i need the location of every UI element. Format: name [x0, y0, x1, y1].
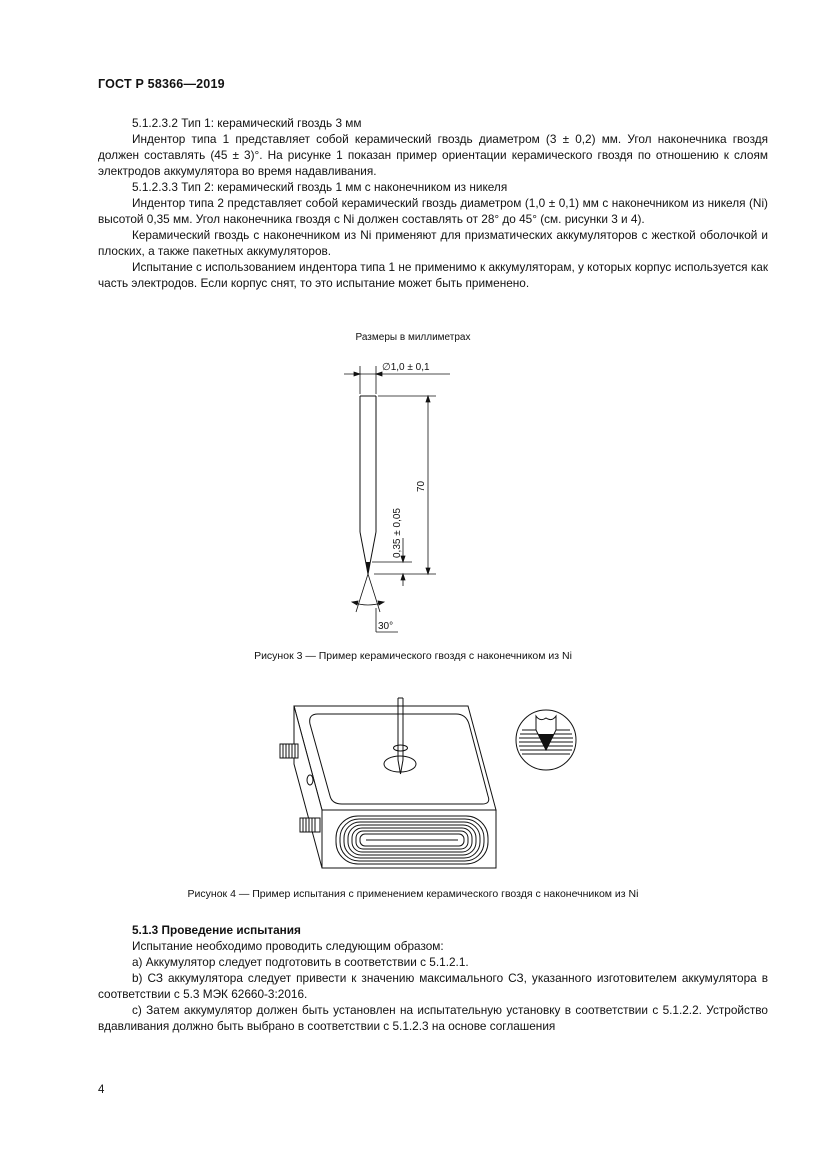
clause-5-1-2-3-3-title: 5.1.2.3.3 Тип 2: керамический гвоздь 1 мм с наконечником из никеля: [132, 180, 508, 194]
page-number: 4: [98, 1084, 105, 1096]
angle-label: 30°: [378, 621, 394, 632]
clause-5-1-2-3-2-title: 5.1.2.3.2 Тип 1: керамический гвоздь 3 мм: [132, 116, 362, 130]
section-top-text: [98, 115, 768, 291]
figure3-nail-drawing: [300, 352, 520, 642]
clause-5-1-3-heading: 5.1.3 Проведение испытания: [132, 923, 301, 937]
diameter-label: ∅1,0 ± 0,1: [382, 362, 430, 373]
section-bottom-text: [98, 922, 768, 1034]
terminal-upper: [280, 744, 298, 758]
figure3-dimension-note: Размеры в миллиметрах: [355, 332, 471, 343]
procedure-item-b: b) СЗ аккумулятора следует привести к значению максимального СЗ, указанного изготовителем аккумулятора в соответствии с 5.3 МЭК 62660-3:2016.: [98, 971, 768, 1001]
length-label: 70: [416, 480, 427, 492]
paragraph-type2-description: Индентор типа 2 представляет собой керамический гвоздь диаметром (1,0 ± 0,1) мм с наконечником из никеля (Ni) высотой 0,35 мм. Угол наконечника гвоздя с Ni должен составлять от 28° до 45° (см. рисунки 3 и 4).: [98, 196, 768, 226]
figure4-nail: [384, 698, 416, 774]
figure4-battery-drawing: [270, 692, 590, 882]
figure3-caption: Рисунок 3 — Пример керамического гвоздя с наконечником из Ni: [254, 650, 572, 662]
paragraph-type1-description: Индентор типа 1 представляет собой керамический гвоздь диаметром (3 ± 0,2) мм. Угол наконечника гвоздя должен составлять (45 ± 3)°. На рисунке 1 показан пример ориентации керамического гвоздя по отношению к слоям электродов аккумулятора во время надавливания.: [98, 132, 768, 178]
tip-label: 0,35 ± 0,05: [392, 508, 403, 558]
battery-top-face: [294, 706, 496, 810]
procedure-item-a: а) Аккумулятор следует подготовить в соответствии с 5.1.2.1.: [132, 955, 469, 969]
nail-body: [360, 396, 376, 574]
battery-side-face: [294, 706, 322, 868]
figure4-caption: Рисунок 4 — Пример испытания с применением керамического гвоздя с наконечником из Ni: [187, 888, 639, 900]
document-header: ГОСТ Р 58366—2019: [98, 77, 225, 91]
procedure-item-c: с) Затем аккумулятор должен быть установлен на испытательную установку в соответствии с 5.1.2.2. Устройство вдавливания должно быть выбрано в соответствии с 5.1.2.3 на основе соглашения: [98, 1003, 768, 1033]
battery-top-inner-outline: [310, 714, 489, 804]
procedure-intro: Испытание необходимо проводить следующим образом:: [132, 939, 444, 953]
paragraph-type1-limitation: Испытание с использованием индентора типа 1 не применимо к аккумуляторам, у которых корпус используется как часть электродов. Если корпус снят, то это испытание может быть применено.: [98, 260, 768, 290]
paragraph-ni-application: Керамический гвоздь с наконечником из Ni применяют для призматических аккумуляторов с жесткой оболочкой и плоских, а также пакетных аккумуляторов.: [98, 228, 768, 258]
terminal-lower: [300, 818, 320, 832]
